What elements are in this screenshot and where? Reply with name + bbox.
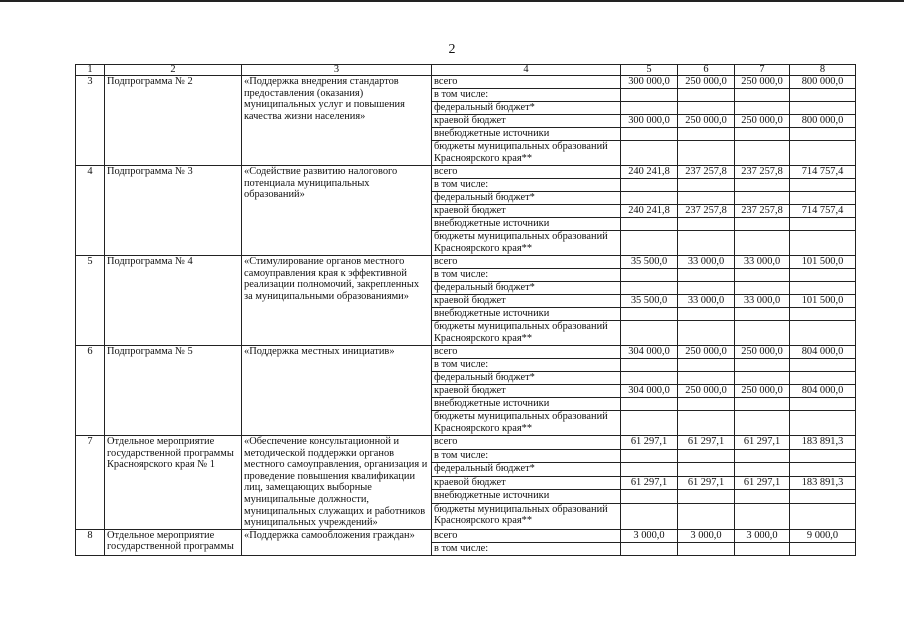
amount-v6 <box>678 398 735 411</box>
amount-v7 <box>735 308 790 321</box>
amount-v6: 33 000,0 <box>678 295 735 308</box>
funding-source: бюджеты муниципальных образований Красноярского края** <box>432 503 621 529</box>
amount-v5 <box>621 542 678 555</box>
amount-v6 <box>678 282 735 295</box>
table-body <box>76 76 856 556</box>
funding-source: федеральный бюджет* <box>432 463 621 477</box>
amount-v6: 61 297,1 <box>678 476 735 490</box>
funding-source: внебюджетные источники <box>432 218 621 231</box>
amount-v6 <box>678 463 735 477</box>
funding-source: в том числе: <box>432 269 621 282</box>
amount-v5 <box>621 102 678 115</box>
funding-source: бюджеты муниципальных образований Красноярского края** <box>432 141 621 166</box>
amount-v8 <box>790 398 856 411</box>
amount-v7: 61 297,1 <box>735 476 790 490</box>
amount-v6: 3 000,0 <box>678 529 735 542</box>
amount-v8 <box>790 89 856 102</box>
amount-v7: 33 000,0 <box>735 295 790 308</box>
amount-v5 <box>621 218 678 231</box>
amount-v7 <box>735 269 790 282</box>
row-number: 3 <box>76 76 105 166</box>
amount-v8: 800 000,0 <box>790 76 856 89</box>
amount-v8 <box>790 372 856 385</box>
program-title: «Содействие развитию налогового потенциала муниципальных образований» <box>242 166 432 256</box>
program-title: «Поддержка внедрения стандартов предоставления (оказания) муниципальных услуг и повышения качества жизни населения» <box>242 76 432 166</box>
row-number: 4 <box>76 166 105 256</box>
amount-v5 <box>621 128 678 141</box>
amount-v6: 250 000,0 <box>678 385 735 398</box>
funding-source: всего <box>432 346 621 359</box>
funding-source: федеральный бюджет* <box>432 372 621 385</box>
amount-v6 <box>678 179 735 192</box>
amount-v6 <box>678 102 735 115</box>
amount-v6: 237 257,8 <box>678 166 735 179</box>
amount-v5: 35 500,0 <box>621 256 678 269</box>
funding-source: внебюджетные источники <box>432 128 621 141</box>
amount-v5: 240 241,8 <box>621 205 678 218</box>
amount-v6: 250 000,0 <box>678 346 735 359</box>
table-row <box>76 346 856 359</box>
amount-v7 <box>735 463 790 477</box>
amount-v7: 237 257,8 <box>735 205 790 218</box>
row-number: 6 <box>76 346 105 436</box>
program-name: Отдельное мероприятие государственной программы <box>105 529 242 555</box>
table-row <box>76 76 856 89</box>
amount-v5: 240 241,8 <box>621 166 678 179</box>
amount-v6 <box>678 321 735 346</box>
amount-v6 <box>678 231 735 256</box>
amount-v5 <box>621 359 678 372</box>
funding-source: федеральный бюджет* <box>432 282 621 295</box>
amount-v5 <box>621 231 678 256</box>
amount-v6: 33 000,0 <box>678 256 735 269</box>
funding-source: бюджеты муниципальных образований Красноярского края** <box>432 321 621 346</box>
amount-v7 <box>735 89 790 102</box>
col-header-1: 1 <box>76 65 105 76</box>
amount-v8 <box>790 102 856 115</box>
amount-v7 <box>735 359 790 372</box>
amount-v7 <box>735 449 790 463</box>
amount-v8 <box>790 503 856 529</box>
amount-v6: 237 257,8 <box>678 205 735 218</box>
amount-v8 <box>790 463 856 477</box>
amount-v5 <box>621 141 678 166</box>
amount-v8 <box>790 490 856 504</box>
amount-v5 <box>621 89 678 102</box>
amount-v6 <box>678 411 735 436</box>
amount-v8 <box>790 179 856 192</box>
funding-source: федеральный бюджет* <box>432 192 621 205</box>
funding-source: внебюджетные источники <box>432 308 621 321</box>
amount-v5 <box>621 503 678 529</box>
amount-v8: 101 500,0 <box>790 256 856 269</box>
amount-v7 <box>735 179 790 192</box>
funding-source: всего <box>432 436 621 450</box>
amount-v6: 250 000,0 <box>678 76 735 89</box>
amount-v7 <box>735 411 790 436</box>
funding-source: в том числе: <box>432 359 621 372</box>
amount-v5: 61 297,1 <box>621 436 678 450</box>
program-title: «Обеспечение консультационной и методической поддержки органов местного самоуправления, организация и проведение повышения квалификации лиц, замещающих выборные муниципальные должности, муниципальных служащих и работников муниципальных учреждений» <box>242 436 432 530</box>
amount-v8: 183 891,3 <box>790 436 856 450</box>
amount-v5 <box>621 449 678 463</box>
amount-v8 <box>790 411 856 436</box>
column-number-row <box>76 65 856 76</box>
funding-source: внебюджетные источники <box>432 490 621 504</box>
amount-v6 <box>678 89 735 102</box>
funding-source: федеральный бюджет* <box>432 102 621 115</box>
amount-v5 <box>621 179 678 192</box>
amount-v5 <box>621 192 678 205</box>
amount-v8 <box>790 282 856 295</box>
funding-source: всего <box>432 529 621 542</box>
amount-v7 <box>735 398 790 411</box>
amount-v8 <box>790 359 856 372</box>
amount-v7 <box>735 490 790 504</box>
funding-source: бюджеты муниципальных образований Красноярского края** <box>432 411 621 436</box>
program-funding-table <box>75 64 856 556</box>
amount-v7: 250 000,0 <box>735 385 790 398</box>
funding-source: бюджеты муниципальных образований Красноярского края** <box>432 231 621 256</box>
program-title: «Поддержка самообложения граждан» <box>242 529 432 555</box>
amount-v8: 9 000,0 <box>790 529 856 542</box>
amount-v8 <box>790 449 856 463</box>
amount-v5 <box>621 411 678 436</box>
funding-source: в том числе: <box>432 449 621 463</box>
amount-v5 <box>621 308 678 321</box>
program-name: Подпрограмма № 3 <box>105 166 242 256</box>
table-row <box>76 529 856 542</box>
amount-v6 <box>678 308 735 321</box>
col-header-2: 2 <box>105 65 242 76</box>
program-title: «Поддержка местных инициатив» <box>242 346 432 436</box>
amount-v8 <box>790 321 856 346</box>
funding-source: в том числе: <box>432 179 621 192</box>
amount-v6 <box>678 359 735 372</box>
amount-v7 <box>735 192 790 205</box>
amount-v5 <box>621 321 678 346</box>
amount-v6 <box>678 269 735 282</box>
amount-v5 <box>621 398 678 411</box>
col-header-7: 7 <box>735 65 790 76</box>
amount-v8 <box>790 542 856 555</box>
col-header-4: 4 <box>432 65 621 76</box>
amount-v7 <box>735 372 790 385</box>
funding-source: краевой бюджет <box>432 476 621 490</box>
amount-v7 <box>735 282 790 295</box>
amount-v6: 61 297,1 <box>678 436 735 450</box>
table-row <box>76 436 856 450</box>
amount-v7 <box>735 542 790 555</box>
amount-v5: 300 000,0 <box>621 115 678 128</box>
amount-v8 <box>790 141 856 166</box>
amount-v5: 35 500,0 <box>621 295 678 308</box>
amount-v6 <box>678 141 735 166</box>
amount-v8 <box>790 269 856 282</box>
amount-v8: 804 000,0 <box>790 385 856 398</box>
program-name: Подпрограмма № 4 <box>105 256 242 346</box>
amount-v6 <box>678 542 735 555</box>
amount-v5 <box>621 269 678 282</box>
page-number: 2 <box>448 42 456 57</box>
amount-v7: 250 000,0 <box>735 115 790 128</box>
amount-v7: 3 000,0 <box>735 529 790 542</box>
row-number: 8 <box>76 529 105 555</box>
amount-v7: 33 000,0 <box>735 256 790 269</box>
funding-source: внебюджетные источники <box>432 398 621 411</box>
col-header-6: 6 <box>678 65 735 76</box>
funding-source: краевой бюджет <box>432 295 621 308</box>
amount-v8: 714 757,4 <box>790 166 856 179</box>
funding-source: всего <box>432 166 621 179</box>
col-header-5: 5 <box>621 65 678 76</box>
amount-v6 <box>678 503 735 529</box>
amount-v5 <box>621 282 678 295</box>
amount-v7 <box>735 218 790 231</box>
funding-source: краевой бюджет <box>432 115 621 128</box>
amount-v5: 3 000,0 <box>621 529 678 542</box>
amount-v7: 61 297,1 <box>735 436 790 450</box>
amount-v5: 304 000,0 <box>621 346 678 359</box>
program-name: Подпрограмма № 5 <box>105 346 242 436</box>
amount-v7: 237 257,8 <box>735 166 790 179</box>
funding-source: краевой бюджет <box>432 385 621 398</box>
amount-v8: 183 891,3 <box>790 476 856 490</box>
amount-v6: 250 000,0 <box>678 115 735 128</box>
amount-v5 <box>621 490 678 504</box>
row-number: 5 <box>76 256 105 346</box>
funding-source: в том числе: <box>432 89 621 102</box>
program-title: «Стимулирование органов местного самоуправления края к эффективной реализации полномочий, закрепленных за муниципальными образованиями» <box>242 256 432 346</box>
amount-v8: 800 000,0 <box>790 115 856 128</box>
amount-v5: 61 297,1 <box>621 476 678 490</box>
program-name: Отдельное мероприятие государственной программы Красноярского края № 1 <box>105 436 242 530</box>
funding-source: краевой бюджет <box>432 205 621 218</box>
amount-v7 <box>735 128 790 141</box>
amount-v7 <box>735 503 790 529</box>
amount-v6 <box>678 218 735 231</box>
amount-v6 <box>678 449 735 463</box>
amount-v8: 101 500,0 <box>790 295 856 308</box>
row-number: 7 <box>76 436 105 530</box>
amount-v8 <box>790 231 856 256</box>
funding-source: в том числе: <box>432 542 621 555</box>
amount-v6 <box>678 372 735 385</box>
amount-v5 <box>621 463 678 477</box>
amount-v8: 714 757,4 <box>790 205 856 218</box>
amount-v7 <box>735 321 790 346</box>
amount-v7: 250 000,0 <box>735 346 790 359</box>
amount-v7 <box>735 102 790 115</box>
amount-v6 <box>678 490 735 504</box>
amount-v7 <box>735 141 790 166</box>
amount-v5 <box>621 372 678 385</box>
top-border-line <box>0 0 904 2</box>
amount-v5: 300 000,0 <box>621 76 678 89</box>
funding-source: всего <box>432 256 621 269</box>
amount-v8 <box>790 218 856 231</box>
amount-v6 <box>678 128 735 141</box>
amount-v5: 304 000,0 <box>621 385 678 398</box>
amount-v7: 250 000,0 <box>735 76 790 89</box>
program-name: Подпрограмма № 2 <box>105 76 242 166</box>
amount-v8: 804 000,0 <box>790 346 856 359</box>
col-header-3: 3 <box>242 65 432 76</box>
funding-source: всего <box>432 76 621 89</box>
amount-v8 <box>790 192 856 205</box>
amount-v6 <box>678 192 735 205</box>
amount-v8 <box>790 128 856 141</box>
table-row <box>76 166 856 179</box>
amount-v8 <box>790 308 856 321</box>
amount-v7 <box>735 231 790 256</box>
col-header-8: 8 <box>790 65 856 76</box>
table-row <box>76 256 856 269</box>
